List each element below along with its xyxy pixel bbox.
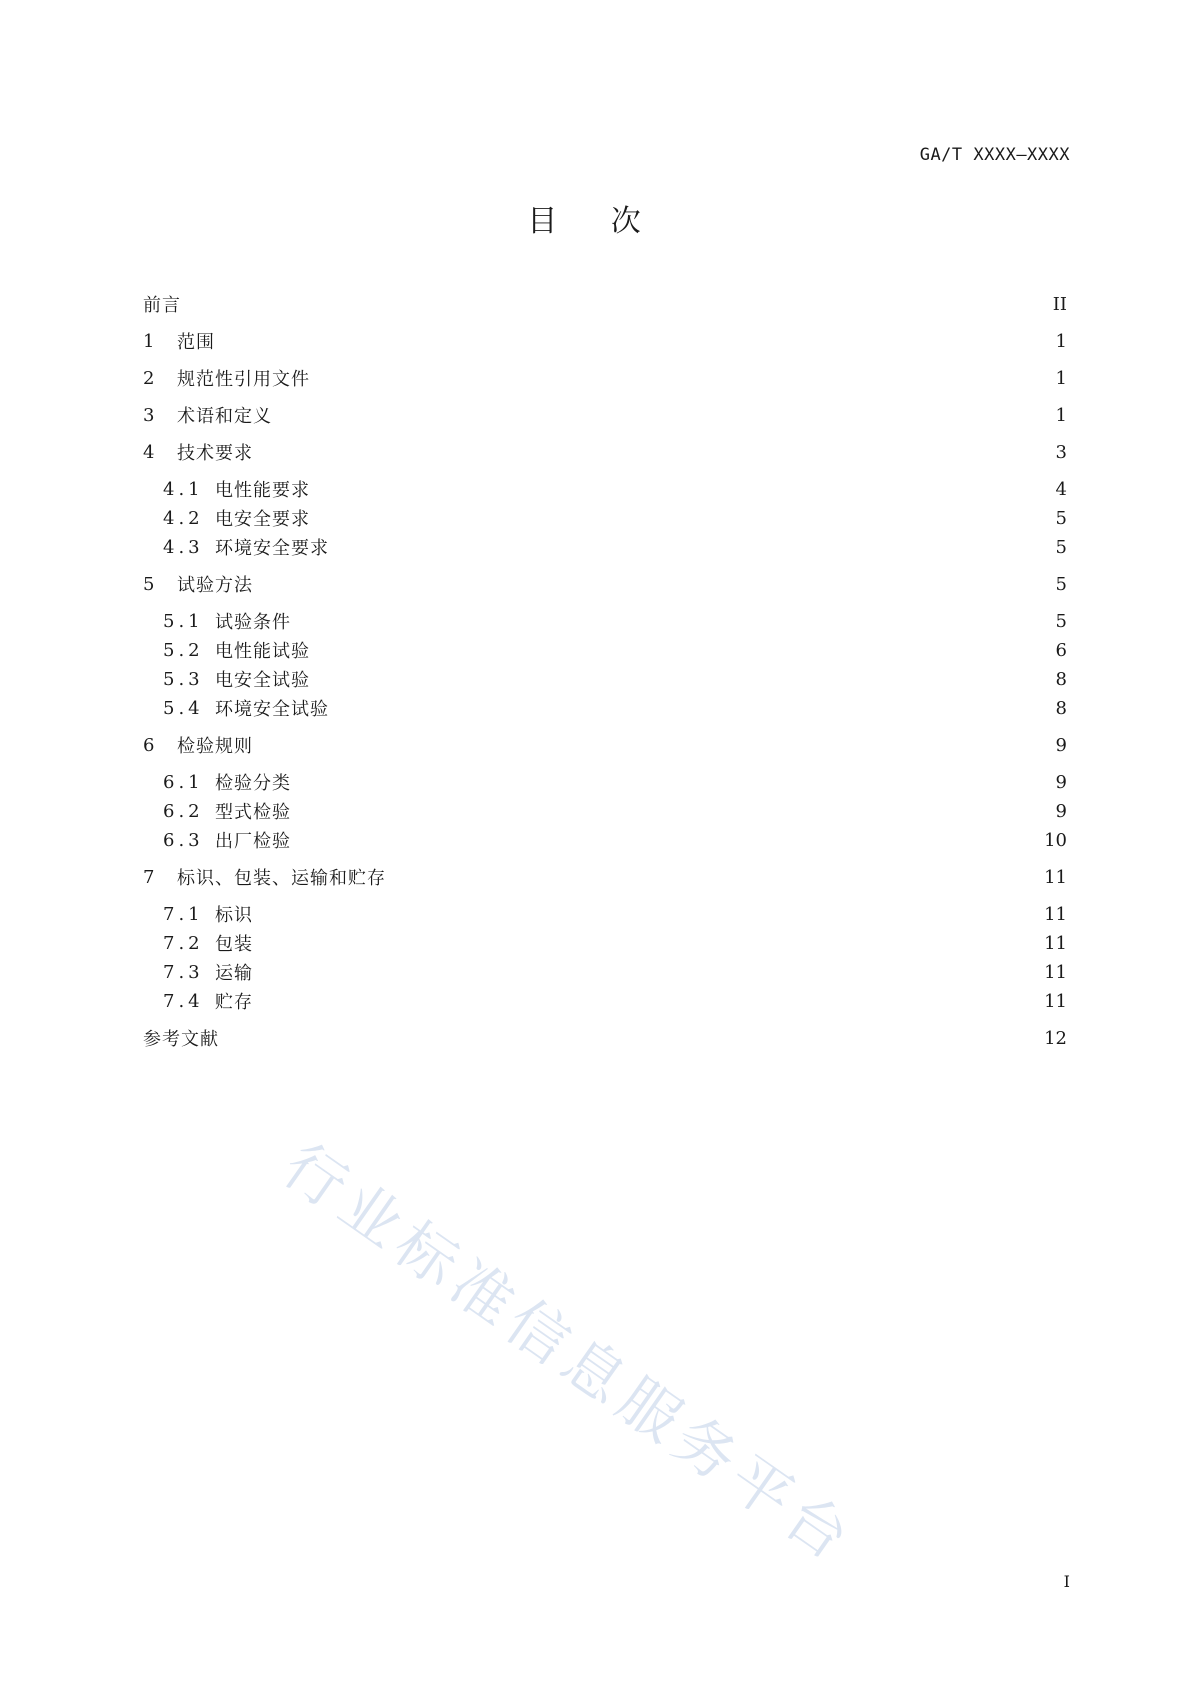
toc-entry-number: 3 — [143, 404, 159, 426]
toc-entry[interactable] — [143, 329, 1067, 353]
toc-entry-page: 1 — [1055, 367, 1067, 389]
toc-entry-number: 6.3 — [163, 829, 204, 851]
dot-leader — [320, 477, 1037, 501]
dot-leader — [263, 989, 1037, 1013]
toc-entry-label: 检验规则 — [177, 736, 253, 757]
page-number: I — [1063, 1572, 1070, 1591]
toc-entry-number: 4.2 — [163, 507, 204, 529]
toc-entry-label: 标识 — [215, 905, 253, 926]
dot-leader — [320, 667, 1037, 691]
page-title: 目 次 — [527, 204, 663, 239]
toc-entry-page: 10 — [1044, 829, 1067, 851]
toc-entry[interactable] — [163, 989, 1067, 1013]
dot-leader — [396, 865, 1037, 889]
dot-leader — [320, 506, 1037, 530]
toc-entry-label: 电性能要求 — [215, 480, 310, 501]
standard-code: GA/T XXXX—XXXX — [919, 145, 1070, 165]
toc-entry[interactable] — [163, 696, 1067, 720]
toc-entry[interactable] — [143, 1026, 1067, 1050]
toc-entry[interactable] — [163, 609, 1067, 633]
toc-entry[interactable] — [163, 902, 1067, 926]
dot-leader — [263, 572, 1037, 596]
toc-entry[interactable] — [163, 799, 1067, 823]
toc-entry-label: 参考文献 — [143, 1029, 219, 1050]
dot-leader — [229, 1026, 1037, 1050]
toc-entry-number: 5 — [143, 573, 159, 595]
toc-entry-page: II — [1052, 293, 1067, 315]
toc-entry-label: 型式检验 — [215, 802, 291, 823]
toc-entry-number: 5.2 — [163, 639, 204, 661]
toc-entry-page: 4 — [1055, 478, 1067, 500]
toc-entry-label: 环境安全要求 — [215, 538, 329, 559]
toc-entry-page: 6 — [1055, 639, 1067, 661]
toc-entry-page: 8 — [1055, 697, 1067, 719]
toc-entry[interactable] — [143, 292, 1067, 316]
toc-entry-number: 1 — [143, 330, 159, 352]
toc-entry[interactable] — [143, 366, 1067, 390]
dot-leader — [301, 770, 1037, 794]
toc-entry-page: 11 — [1044, 961, 1067, 983]
toc-entry-label: 电安全试验 — [215, 670, 310, 691]
toc-entry-label: 试验条件 — [215, 612, 291, 633]
toc-entry-label: 检验分类 — [215, 773, 291, 794]
toc-entry-label: 范围 — [177, 332, 215, 353]
dot-leader — [263, 440, 1037, 464]
dot-leader — [320, 638, 1037, 662]
toc-entry[interactable] — [143, 403, 1067, 427]
toc-entry-page: 1 — [1055, 404, 1067, 426]
toc-entry-page: 3 — [1055, 441, 1067, 463]
dot-leader — [191, 292, 1037, 316]
toc-entry-label: 标识、包装、运输和贮存 — [177, 868, 386, 889]
dot-leader — [339, 535, 1037, 559]
dot-leader — [301, 609, 1037, 633]
dot-leader — [339, 696, 1037, 720]
toc-entry-page: 5 — [1055, 507, 1067, 529]
toc-entry[interactable] — [163, 960, 1067, 984]
toc-entry-label: 规范性引用文件 — [177, 369, 310, 390]
toc-entry[interactable] — [163, 477, 1067, 501]
toc-entry-label: 包装 — [215, 934, 253, 955]
toc-entry-number: 4.1 — [163, 478, 204, 500]
dot-leader — [301, 799, 1037, 823]
toc-entry-page: 11 — [1044, 990, 1067, 1012]
toc-entry[interactable] — [143, 865, 1067, 889]
toc-entry-page: 9 — [1055, 734, 1067, 756]
toc-entry-page: 12 — [1044, 1027, 1067, 1049]
toc-entry-page: 9 — [1055, 771, 1067, 793]
toc-entry[interactable] — [163, 828, 1067, 852]
dot-leader — [301, 828, 1037, 852]
toc-entry-page: 5 — [1055, 536, 1067, 558]
toc-entry-number: 4.3 — [163, 536, 204, 558]
toc-entry-label: 电安全要求 — [215, 509, 310, 530]
toc-entry[interactable] — [163, 931, 1067, 955]
toc-entry-page: 11 — [1044, 932, 1067, 954]
dot-leader — [263, 960, 1037, 984]
toc-entry-label: 前言 — [143, 295, 181, 316]
toc-entry[interactable] — [163, 770, 1067, 794]
toc-entry-number: 5.1 — [163, 610, 204, 632]
toc-entry-number: 7.4 — [163, 990, 204, 1012]
watermark-text: 行业标准信息服务平台 — [270, 1130, 868, 1579]
toc-entry-number: 5.4 — [163, 697, 204, 719]
toc-entry[interactable] — [143, 733, 1067, 757]
toc-entry-page: 11 — [1044, 903, 1067, 925]
toc-entry-page: 1 — [1055, 330, 1067, 352]
toc-entry[interactable] — [163, 667, 1067, 691]
toc-entry-label: 环境安全试验 — [215, 699, 329, 720]
toc-entry-page: 11 — [1044, 866, 1067, 888]
dot-leader — [263, 902, 1037, 926]
toc-entry[interactable] — [163, 638, 1067, 662]
toc-entry-number: 6.2 — [163, 800, 204, 822]
toc-entry-number: 7.2 — [163, 932, 204, 954]
toc-entry-number: 4 — [143, 441, 159, 463]
toc-entry-page: 5 — [1055, 610, 1067, 632]
toc-entry-label: 技术要求 — [177, 443, 253, 464]
toc-entry-page: 5 — [1055, 573, 1067, 595]
toc-entry-page: 8 — [1055, 668, 1067, 690]
toc-entry[interactable] — [143, 440, 1067, 464]
toc-entry-number: 7 — [143, 866, 159, 888]
toc-entry-number: 7.3 — [163, 961, 204, 983]
toc-entry[interactable] — [163, 535, 1067, 559]
toc-entry-label: 术语和定义 — [177, 406, 272, 427]
toc-entry-label: 试验方法 — [177, 575, 253, 596]
dot-leader — [282, 403, 1037, 427]
toc-entry-label: 出厂检验 — [215, 831, 291, 852]
toc-entry-number: 6 — [143, 734, 159, 756]
toc-entry-number: 7.1 — [163, 903, 204, 925]
dot-leader — [263, 733, 1037, 757]
toc-entry-number: 6.1 — [163, 771, 204, 793]
toc-entry-label: 贮存 — [215, 992, 253, 1013]
dot-leader — [320, 366, 1037, 390]
toc-entry-page: 9 — [1055, 800, 1067, 822]
dot-leader — [225, 329, 1037, 353]
toc-entry-number: 5.3 — [163, 668, 204, 690]
dot-leader — [263, 931, 1037, 955]
toc-entry[interactable] — [163, 506, 1067, 530]
toc-entry-label: 电性能试验 — [215, 641, 310, 662]
toc-entry-number: 2 — [143, 367, 159, 389]
toc-entry-label: 运输 — [215, 963, 253, 984]
toc-entry[interactable] — [143, 572, 1067, 596]
